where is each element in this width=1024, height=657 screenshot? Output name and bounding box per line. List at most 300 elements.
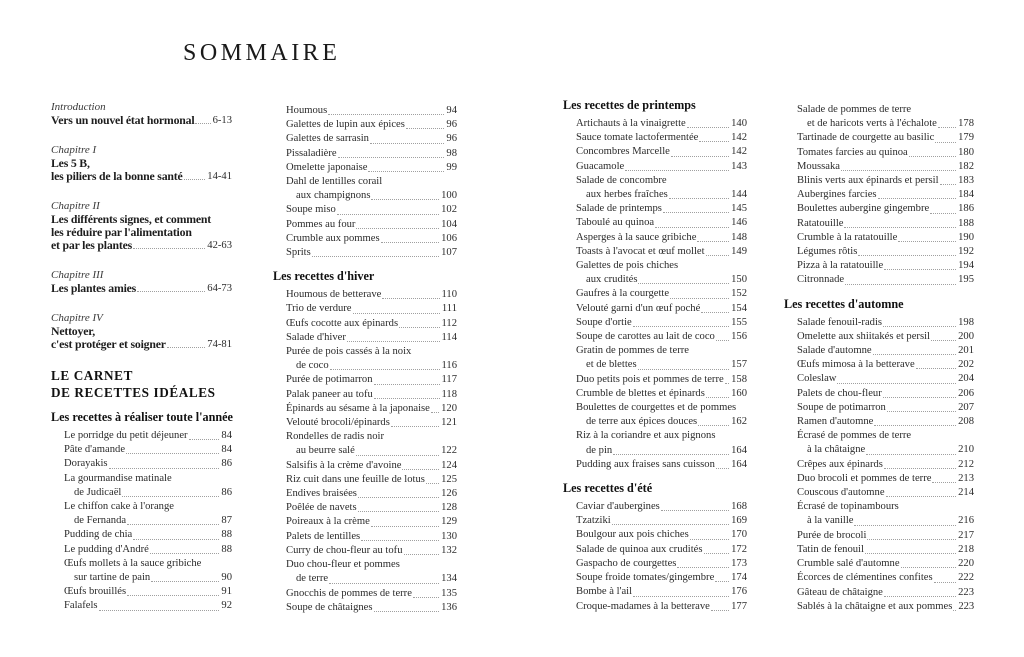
entry-title: Pudding de chia [64,529,133,541]
toc-entry [273,388,457,402]
entry-line [563,458,747,472]
chapter-title: Les plantes amies [51,281,137,295]
dot-leader [704,553,730,554]
chapter-title-line [51,114,232,127]
entry-title: à la vanille [807,515,854,527]
entry-line [273,132,457,146]
chapter-block [51,144,232,183]
entry-line [273,359,457,373]
entry-title: Soupe miso [286,204,336,216]
dot-leader [934,582,957,583]
toc-entry [51,500,232,528]
entry-title: de coco [296,360,329,372]
page-number: 220 [958,558,974,570]
toc-entry [784,401,974,415]
toc-entry [51,585,232,599]
entry-line [784,103,974,117]
page-number: 120 [441,402,457,414]
page-number: 106 [441,232,457,244]
dot-leader [716,340,729,341]
page-number: 160 [731,387,747,399]
toc-entry [784,316,974,330]
entry-line [784,472,974,486]
dot-leader [701,312,729,313]
dot-leader [638,283,729,284]
toc-entry [563,585,747,599]
dot-leader [916,368,956,369]
toc-entry [784,259,974,273]
dot-leader [127,595,219,596]
page-number: 152 [731,288,747,300]
dot-leader [371,526,439,527]
entry-title: Soupe de châtaignes [286,601,373,613]
page-number: 142 [731,132,747,144]
chapter-title: les piliers de la bonne santé [51,169,183,183]
page-number: 140 [731,118,747,129]
entry-title: Galettes de sarrasin [286,133,369,145]
dot-leader [356,455,439,456]
entry-line [784,259,974,273]
entry-line [563,429,747,443]
page-number: 173 [731,557,747,569]
entry-title: de Fernanda [74,515,127,527]
page-number: 94 [446,105,457,116]
page-number: 190 [958,231,974,243]
entry-title: Écrasé de pommes de terre [797,430,912,442]
entry-line [784,330,974,344]
entry-line [563,145,747,159]
toc-entry [563,231,747,245]
dot-leader [126,453,219,454]
dot-leader [361,540,439,541]
dot-leader [669,198,729,199]
page-number: 150 [731,274,747,286]
entry-line [273,388,457,402]
page-number: 91 [221,586,232,598]
entry-title: Houmous [286,105,328,116]
page-number: 169 [731,515,747,527]
toc-entry [563,259,747,287]
entry-title: Curry de chou-fleur au tofu [286,544,403,556]
dot-leader [404,554,440,555]
entry-line [273,118,457,132]
page-number: 204 [958,373,974,385]
entry-title: Bombe à l'ail [576,586,633,598]
entry-line [784,543,974,557]
dot-leader [613,454,729,455]
page-number: 129 [441,516,457,528]
entry-title: Dahl de lentilles corail [286,176,383,188]
entry-title: Velouté brocoli/épinards [286,417,390,429]
dot-leader [402,469,439,470]
entry-line [784,117,974,131]
dot-leader [909,156,956,157]
page-number: 176 [731,586,747,598]
dot-leader [837,383,956,384]
entry-title: Écrasé de topinambours [797,501,899,513]
entry-title: Ratatouille [797,217,844,229]
entry-title: Pâte d'amande [64,444,126,456]
toc-entry [51,528,232,542]
entry-title: Légumes rôtis [797,246,858,258]
toc-entry [563,543,747,557]
page-number: 156 [731,331,747,343]
dot-leader [338,157,445,158]
entry-title: Guacamole [576,160,625,172]
entry-title: Tartinade de courgette au basilic [797,132,935,144]
page-number: 122 [441,445,457,457]
entry-title: Écorces de clémentines confites [797,572,933,584]
entry-title: aux herbes fraîches [586,189,668,201]
toc-entry [784,231,974,245]
page-number: 164 [731,458,747,470]
chapter-title: et par les plantes [51,238,133,252]
entry-title: Sauce tomate lactofermentée [576,132,699,144]
entry-line [51,585,232,599]
toc-entry [563,287,747,301]
dot-leader [671,156,729,157]
toc-entry [784,131,974,145]
entry-line [784,146,974,160]
toc-entry [784,387,974,401]
chapter-block [51,200,232,252]
page-number: 86 [221,458,232,470]
entry-line [273,203,457,217]
dot-leader [884,269,956,270]
entry-title: Duo chou-fleur et pommes [286,559,400,571]
dot-leader [883,397,956,398]
entry-line [784,131,974,145]
dot-leader [368,171,444,172]
dot-leader [137,291,205,292]
dot-leader [382,298,439,299]
entry-line [563,358,747,372]
entry-title: Duo brocoli et pommes de terre [797,472,932,484]
entry-line [273,345,457,359]
entry-title: Couscous d'automne [797,487,885,499]
chapter-label: Chapitre III [51,269,104,281]
dot-leader [938,127,956,128]
entry-title: Boulettes de courgettes et de pommes [576,402,737,414]
entry-title: Ramen d'automne [797,416,874,428]
entry-line [273,232,457,246]
entry-title: Falafels [64,600,98,612]
entry-title: Le pudding d'André [64,543,149,555]
entry-title: Soupe de carottes au lait de coco [576,331,715,343]
page-number: 180 [958,146,974,158]
entry-line [273,416,457,430]
toc-entry [784,372,974,386]
page-number: 207 [958,401,974,413]
entry-title: Crumble de blettes et épinards [576,387,705,399]
entry-title: Crumble aux pommes [286,232,380,244]
entry-line [51,514,232,528]
toc-entry [784,202,974,216]
dot-leader [426,483,439,484]
toc-entry [51,543,232,557]
dot-leader [887,411,956,412]
entry-line [563,188,747,202]
toc-column-4 [784,103,974,614]
entry-line [563,415,747,429]
page-number: 148 [731,231,747,243]
entry-line [784,486,974,500]
toc-entry [784,586,974,600]
toc-entry [784,245,974,259]
toc-entry [563,373,747,387]
dot-leader [901,567,957,568]
dot-leader [706,397,729,398]
page-number: 158 [731,373,747,385]
entry-line [51,571,232,585]
dot-leader [151,581,219,582]
entry-line [273,373,457,387]
entry-line [784,358,974,372]
toc-entry [273,118,457,132]
toc-entry [273,544,457,558]
toc-column-2 [273,104,457,615]
entry-title: Gaspacho de courgettes [576,557,677,569]
entry-title: Galettes de lupin aux épices [286,119,405,131]
page-number: 164 [731,444,747,456]
entry-line [563,585,747,599]
toc-entry [273,147,457,161]
page-number: 42-63 [207,240,232,251]
entry-title: Œufs mollets à la sauce gribiche [64,557,202,569]
page-number: 125 [441,473,457,485]
dot-leader [413,597,439,598]
toc-entry [51,472,232,500]
page-number: 179 [958,132,974,144]
toc-entry [273,530,457,544]
entry-line [563,160,747,174]
entry-title: Toasts à l'avocat et œuf mollet [576,245,705,257]
dot-leader [699,141,729,142]
entry-title: de terre [296,573,329,585]
dot-leader [884,468,956,469]
entry-title: Œufs cocotte aux épinards [286,317,399,329]
entry-title: Pudding aux fraises sans cuisson [576,458,715,470]
page-title: SOMMAIRE [183,40,341,66]
entry-title: Pizza à la ratatouille [797,260,884,272]
toc-entry [563,174,747,202]
dot-leader [391,426,439,427]
dot-leader [374,611,440,612]
entry-line [563,287,747,301]
entry-title: Omelette japonaise [286,161,368,173]
dot-leader [845,284,956,285]
dot-leader [353,313,440,314]
page-number: 186 [958,203,974,215]
section-heading: Les recettes de printemps [563,98,696,112]
entry-line [563,543,747,557]
entry-line [273,288,457,302]
toc-entry [784,344,974,358]
dot-leader [612,524,729,525]
dot-leader [109,468,220,469]
entry-title: Gâteau de châtaigne [797,586,883,598]
dot-leader [687,127,729,128]
entry-line [51,457,232,471]
page-number: 136 [441,601,457,613]
toc-entry [273,246,457,260]
page-number: 116 [441,360,457,372]
dot-leader [638,369,730,370]
entry-line [563,571,747,585]
chapter-block [51,269,232,295]
page-number: 195 [958,274,974,286]
entry-line [784,202,974,216]
part-heading-line: DE RECETTES IDÉALES [51,384,216,400]
entry-title: Boulettes aubergine gingembre [797,203,930,215]
entry-line [51,599,232,613]
dot-leader [940,184,957,185]
page-number: 206 [958,387,974,399]
chapter-label: Chapitre I [51,144,97,156]
dot-leader [167,347,205,348]
toc-entry [273,558,457,586]
entry-title: Salade de printemps [576,203,662,215]
chapter-label: Chapitre II [51,200,100,212]
chapter-title-line [51,170,232,183]
page-number: 208 [958,416,974,428]
entry-title: et de haricots verts à l'échalote [807,118,937,130]
page-number: 216 [958,515,974,527]
toc-entry [273,487,457,501]
dot-leader [655,227,729,228]
section-heading: Les recettes d'automne [784,296,904,311]
page-number: 184 [958,189,974,201]
page-number: 84 [221,444,232,456]
toc-entry [563,387,747,401]
page-number: 183 [958,175,974,187]
dot-leader [711,610,729,611]
entry-line [563,387,747,401]
page-number: 217 [958,529,974,541]
entry-title: Caviar d'aubergines [576,501,660,513]
toc-entry [563,429,747,457]
toc-entry [273,232,457,246]
entry-line [51,528,232,542]
page-number: 84 [221,430,232,441]
entry-line [273,459,457,473]
page-number: 192 [958,246,974,258]
toc-entry [273,459,457,473]
page-number: 182 [958,160,974,172]
entry-title: Velouté garni d'un œuf poché [576,302,701,314]
entry-title: Asperges à la sauce gribiche [576,231,697,243]
toc-entry [563,458,747,472]
dot-leader [358,511,440,512]
toc-entry [784,103,974,131]
page-number: 188 [958,217,974,229]
dot-leader [358,497,439,498]
entry-title: Concombres Marcelle [576,146,670,158]
toc-entry [784,472,974,486]
entry-line [784,429,974,443]
toc-entry [563,514,747,528]
entry-line [784,586,974,600]
page-number: 92 [221,600,232,612]
chapter-block [51,101,232,127]
entry-title: Pommes au four [286,218,356,230]
toc-entry [563,245,747,259]
entry-line [51,443,232,457]
entry-title: aux crudités [586,274,638,286]
section-heading: Les recettes d'été [563,481,653,496]
dot-leader [374,384,440,385]
entry-line [563,174,747,188]
entry-title: aux champignons [296,190,371,202]
page-number: 88 [221,543,232,555]
dot-leader [874,425,956,426]
dot-leader [625,170,729,171]
entry-line [784,557,974,571]
page-number: 135 [441,587,457,599]
section-heading: Les recettes à réaliser toute l'année [51,410,233,424]
page-number: 170 [731,529,747,541]
page-number: 214 [958,487,974,499]
entry-title: Œufs brouillés [64,586,127,598]
dot-leader [189,439,220,440]
dot-leader [330,369,440,370]
dot-leader [312,256,439,257]
toc-entry [563,600,747,614]
page-number: 168 [731,501,747,513]
part-heading-line: LE CARNET [51,368,133,383]
toc-entry [273,317,457,331]
dot-leader [633,326,729,327]
dot-leader [150,553,220,554]
toc-entry [273,402,457,416]
entry-title: Croque-madames à la betterave [576,600,710,612]
entry-title: Crêpes aux épinards [797,458,883,470]
entry-line [784,160,974,174]
entry-title: Salade de quinoa aux crudités [576,543,703,555]
page-number: 87 [221,515,232,527]
page-number: 143 [731,160,747,172]
page-number: 218 [958,543,974,555]
entry-title: Poêlée de navets [286,502,357,514]
chapter-title-line [51,338,232,351]
dot-leader [663,212,729,213]
dot-leader [329,583,439,584]
page-number: 110 [441,289,457,301]
toc-column-3 [563,98,747,614]
page-number: 145 [731,203,747,215]
page-number: 198 [958,316,974,328]
entry-line [273,246,457,260]
entry-line [273,104,457,118]
entry-line [784,500,974,514]
entry-title: Riz cuit dans une feuille de lotus [286,473,425,485]
entry-line [273,544,457,558]
dot-leader [195,123,210,124]
page-number: 99 [446,161,457,173]
toc-entry [51,557,232,585]
page-number: 194 [958,260,974,272]
page-number: 88 [221,529,232,541]
dot-leader [370,143,444,144]
toc-entry [563,302,747,316]
entry-line [563,117,747,131]
toc-entry [273,501,457,515]
entry-title: de Judicaël [74,486,122,498]
toc-entry [273,416,457,430]
entry-line [563,131,747,145]
toc-entry [563,160,747,174]
chapter-title: c'est protéger et soigner [51,337,166,351]
